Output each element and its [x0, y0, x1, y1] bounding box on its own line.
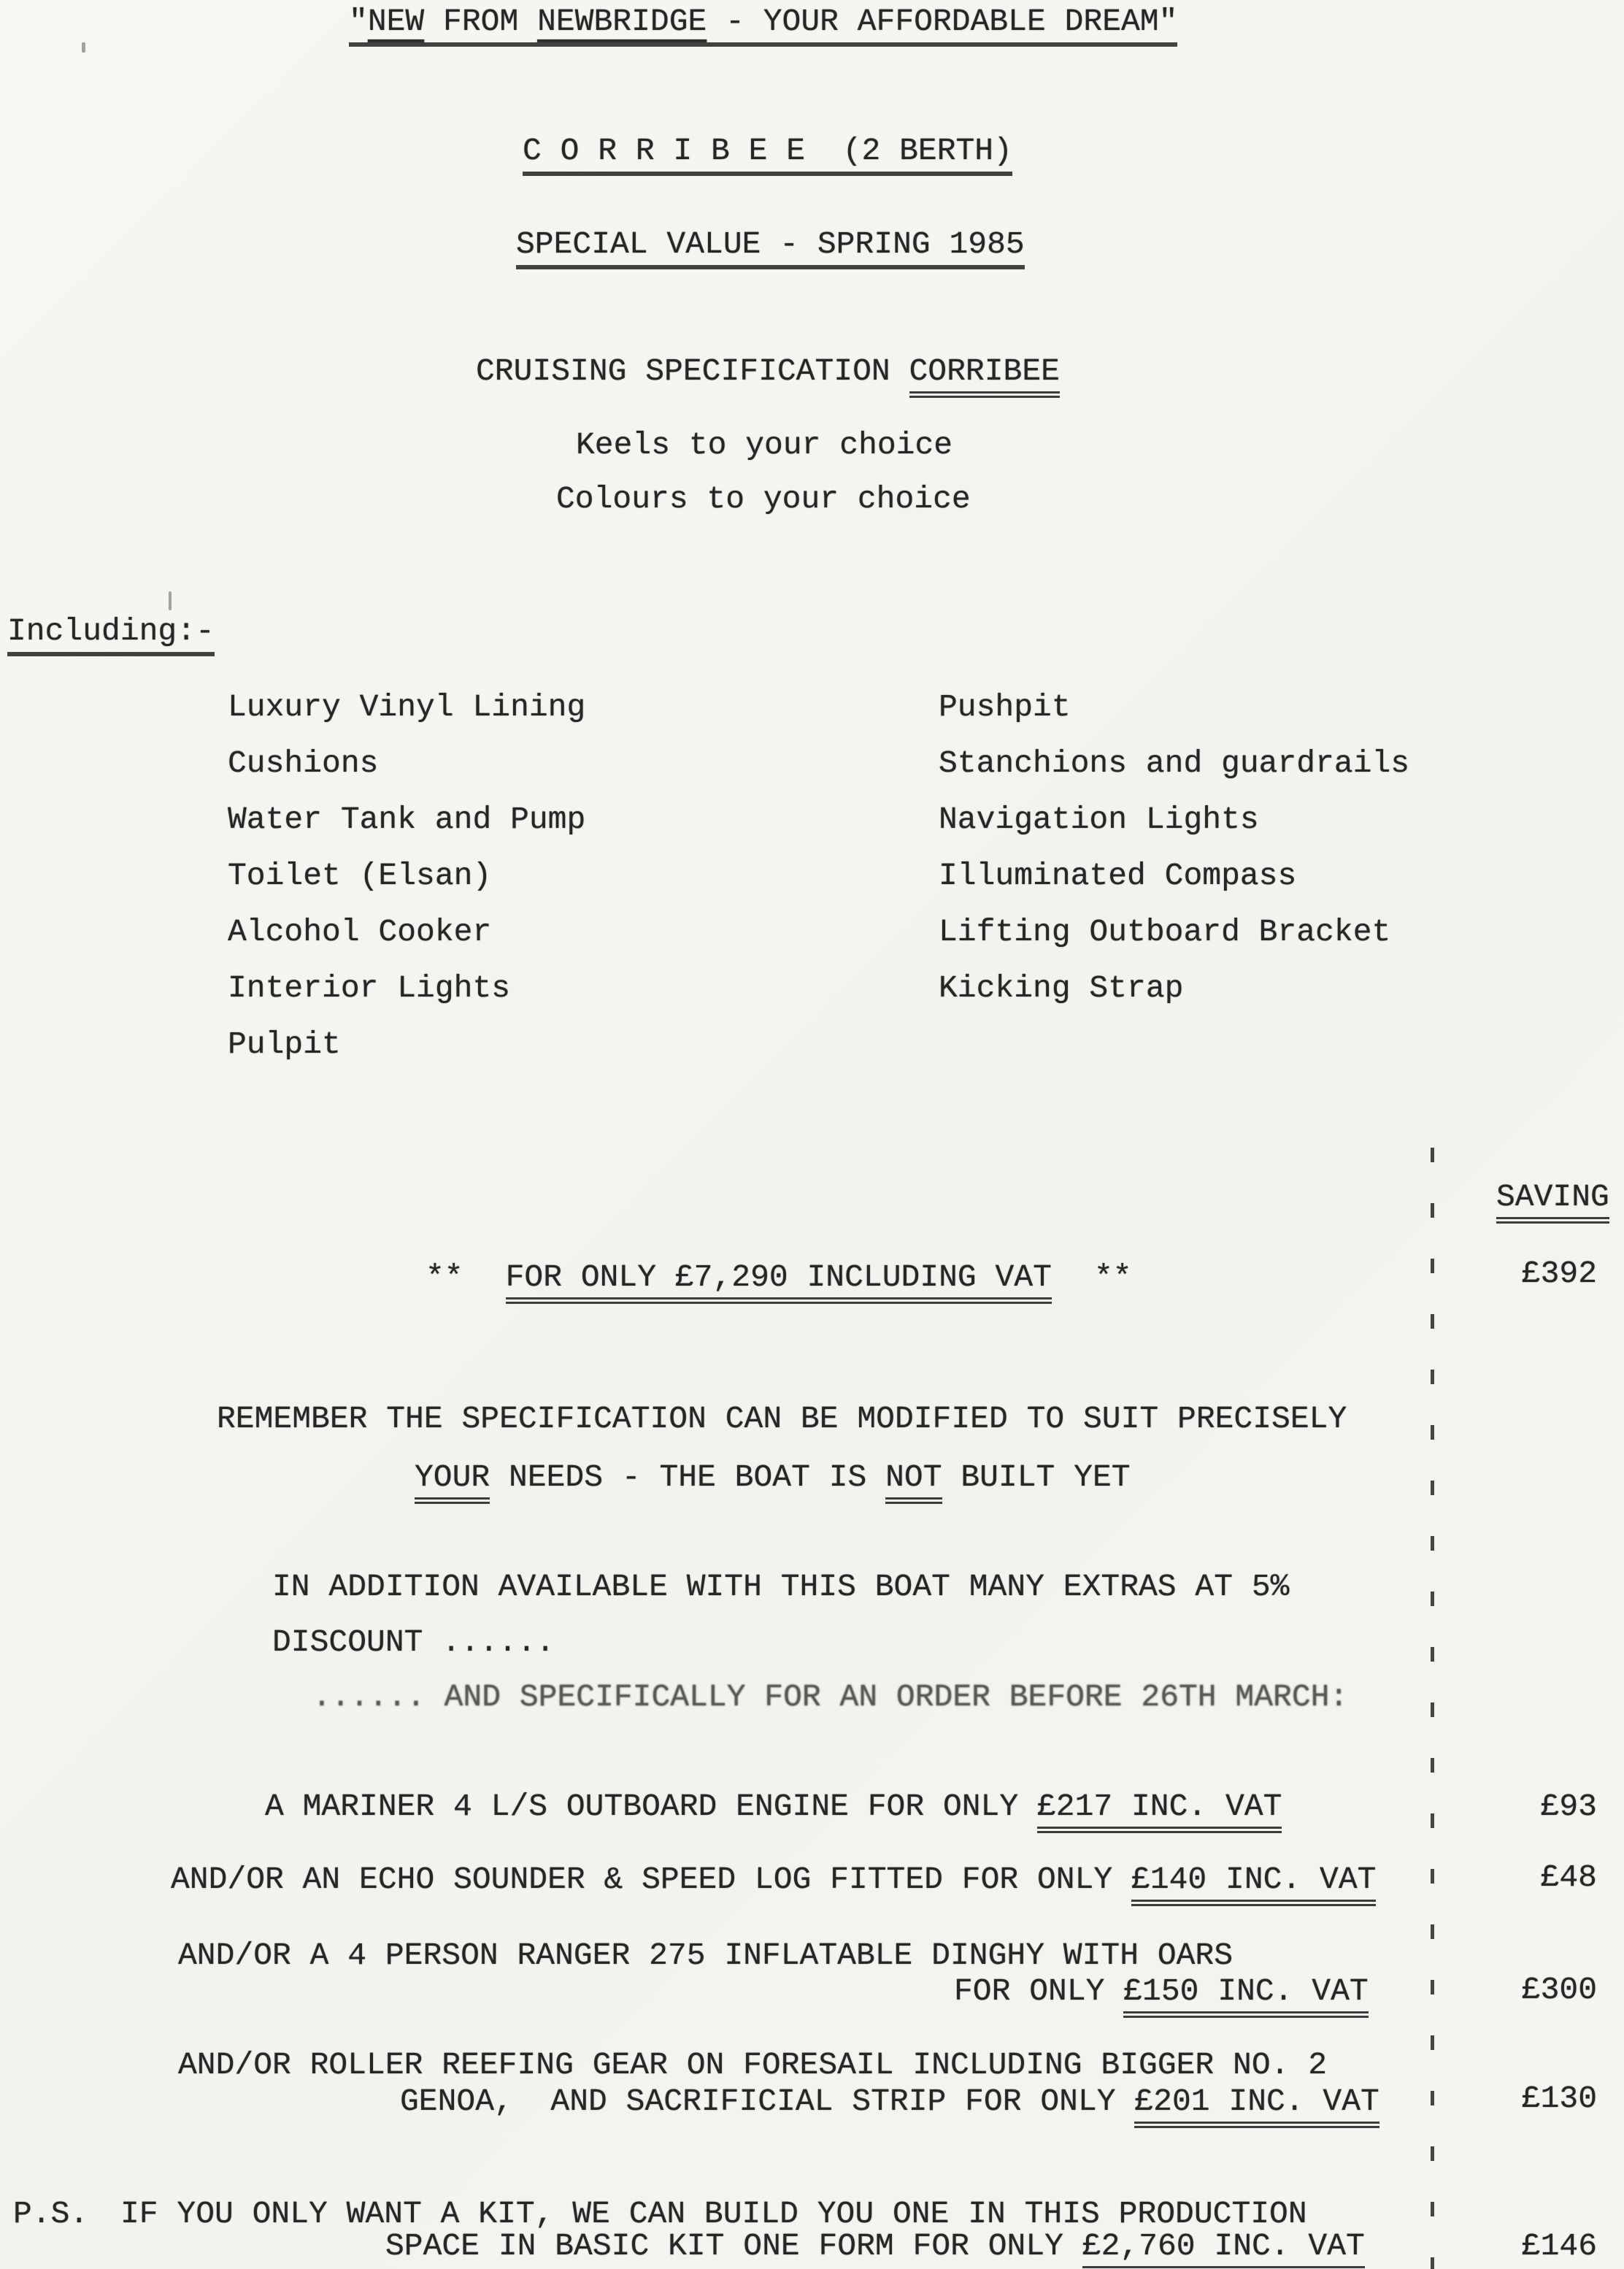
feature-item: Illuminated Compass	[939, 858, 1297, 894]
subtitle: SPECIAL VALUE - SPRING 1985	[516, 229, 1025, 269]
extra-dinghy-line-2	[954, 1973, 1369, 2018]
including-label: Including:-	[7, 615, 215, 656]
feature-item: Water Tank and Pump	[228, 802, 586, 837]
remember-mid: NEEDS - THE BOAT IS	[490, 1459, 886, 1495]
extra-engine-text: A MARINER 4 L/S OUTBOARD ENGINE FOR ONLY	[265, 1789, 1037, 1824]
ps-line-2	[385, 2230, 1365, 2269]
extra-echo-sounder-text: AND/OR AN ECHO SOUNDER & SPEED LOG FITTED FOR ONLY	[171, 1862, 1132, 1897]
scan-artifact	[82, 42, 85, 53]
headline-mid: FROM	[424, 4, 538, 39]
headline-word-new: NEW	[367, 4, 425, 39]
extra-echo-sounder-price: £140 INC. VAT	[1131, 1864, 1376, 1906]
extra-roller-reefing-line-1: AND/OR ROLLER REEFING GEAR ON FORESAIL INCLUDING BIGGER NO. 2	[178, 2047, 1328, 2083]
extra-dinghy-price: £150 INC. VAT	[1123, 1976, 1368, 2018]
saving-value-roller-reefing: £130	[1521, 2081, 1597, 2116]
feature-item: Kicking Strap	[939, 970, 1184, 1006]
headline	[349, 6, 1177, 47]
features-right-column	[939, 691, 1409, 1004]
remember-end: BUILT YET	[942, 1459, 1131, 1495]
asterisks-left: **	[426, 1259, 463, 1295]
ps-label: P.S.	[13, 2196, 89, 2232]
extra-roller-reefing-price: £201 INC. VAT	[1134, 2086, 1379, 2128]
choice-line-keels: Keels to your choice	[576, 427, 953, 463]
saving-value-engine: £93	[1540, 1789, 1597, 1824]
savings-divider-dashed-line	[1431, 1148, 1434, 2269]
addition-line-2: DISCOUNT ......	[272, 1624, 555, 1660]
price-line-text: FOR ONLY £7,290 INCLUDING VAT	[506, 1262, 1052, 1304]
ps-line-2-price: £2,760 INC. VAT	[1082, 2230, 1365, 2269]
feature-item: Lifting Outboard Bracket	[939, 914, 1391, 950]
savings-header-label: SAVING	[1496, 1181, 1609, 1224]
spec-heading-prefix: CRUISING SPECIFICATION	[476, 353, 909, 389]
extra-roller-reefing-text: GENOA, AND SACRIFICIAL STRIP FOR ONLY	[400, 2084, 1135, 2119]
extra-engine-price: £217 INC. VAT	[1037, 1791, 1282, 1833]
headline-rest: - YOUR AFFORDABLE DREAM"	[707, 4, 1178, 39]
feature-item: Alcohol Cooker	[228, 914, 492, 950]
feature-item: Navigation Lights	[939, 802, 1259, 837]
extra-roller-reefing-line-2	[400, 2086, 1379, 2128]
addition-line-1: IN ADDITION AVAILABLE WITH THIS BOAT MANY EXTRAS AT 5%	[272, 1569, 1290, 1605]
savings-header	[1496, 1181, 1609, 1224]
ps-line-2-text: SPACE IN BASIC KIT ONE FORM FOR ONLY	[385, 2228, 1082, 2264]
price-line	[426, 1259, 1132, 1304]
spec-heading-emphasis: CORRIBEE	[909, 356, 1060, 398]
remember-emph-not: NOT	[885, 1462, 942, 1504]
feature-item: Interior Lights	[228, 970, 511, 1006]
saving-value-kit: £146	[1521, 2228, 1597, 2264]
feature-item: Luxury Vinyl Lining	[228, 689, 586, 725]
scan-artifact	[169, 591, 172, 610]
ps-line-1: IF YOU ONLY WANT A KIT, WE CAN BUILD YOU ONE IN THIS PRODUCTION	[120, 2196, 1307, 2232]
spec-heading	[476, 353, 1060, 398]
feature-item: Pushpit	[939, 689, 1071, 725]
extra-engine	[265, 1791, 1282, 1833]
addition-line-3: ...... AND SPECIFICALLY FOR AN ORDER BEFORE 26TH MARCH:	[312, 1679, 1349, 1715]
remember-line-2	[415, 1459, 1131, 1504]
saving-value-dinghy: £300	[1521, 1972, 1597, 2008]
choice-line-colours: Colours to your choice	[556, 481, 971, 517]
asterisks-right: **	[1093, 1259, 1132, 1295]
saving-value-echo-sounder: £48	[1540, 1859, 1597, 1895]
extra-dinghy-line-1: AND/OR A 4 PERSON RANGER 275 INFLATABLE DINGHY WITH OARS	[178, 1938, 1234, 1973]
features-left-column	[228, 691, 585, 1060]
extra-dinghy-text: FOR ONLY	[954, 1973, 1124, 2009]
headline-open-quote: "	[349, 4, 368, 39]
remember-line-1: REMEMBER THE SPECIFICATION CAN BE MODIFIED TO SUIT PRECISELY	[217, 1401, 1347, 1437]
boat-title: C O R R I B E E (2 BERTH)	[523, 135, 1012, 176]
saving-value-boat: £392	[1521, 1256, 1597, 1291]
feature-item: Pulpit	[228, 1026, 341, 1062]
extra-echo-sounder	[171, 1864, 1376, 1906]
feature-item: Stanchions and guardrails	[939, 745, 1410, 781]
feature-item: Toilet (Elsan)	[228, 858, 492, 894]
headline-word-newbridge: NEWBRIDGE	[537, 4, 707, 39]
remember-emph-your: YOUR	[415, 1462, 490, 1504]
feature-item: Cushions	[228, 745, 379, 781]
